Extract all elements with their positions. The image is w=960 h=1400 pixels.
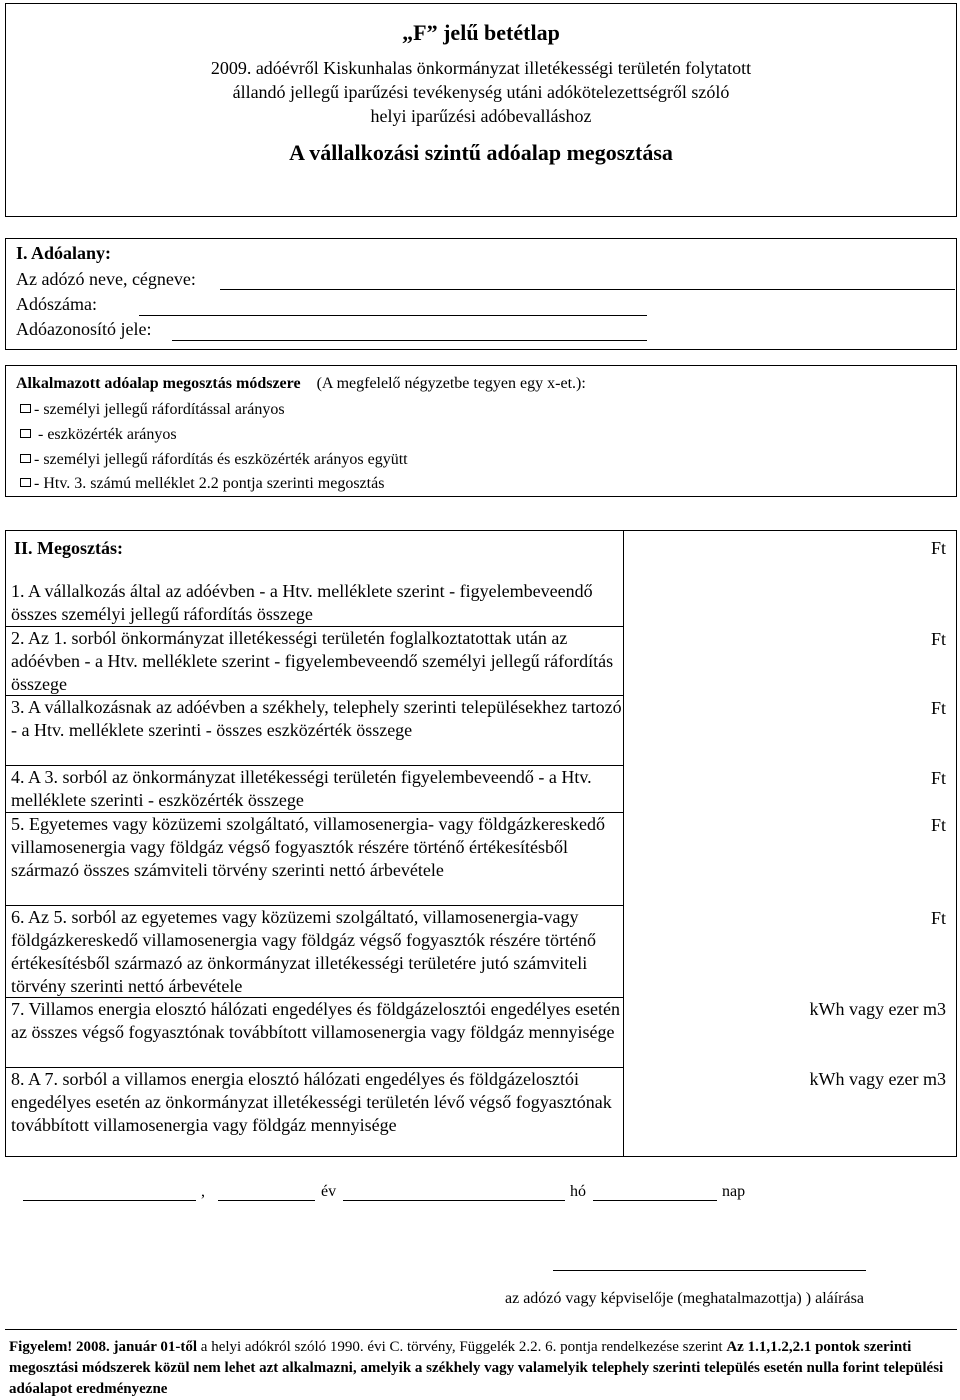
footnote-rule: Az 1.1,1.2,2.1 pontok szerinti megosztási módszerek közül nem lehet azt alkalmazni, amelyik a székhely vagy valamelyik telephely szerinti település esetén nulla forint települési adóalapot eredményezne: [9, 1339, 944, 1397]
method-option-htv[interactable]: [20, 475, 384, 493]
method-option-label: - személyi jellegű ráfordítással arányos: [34, 401, 285, 418]
taxpayer-name-field[interactable]: [220, 289, 955, 290]
header-box: [5, 3, 957, 217]
form-subtitle: A vállalkozási szintű adóalap megosztása: [289, 140, 673, 165]
date-comma: ,: [201, 1183, 205, 1200]
header-line-2: állandó jellegű iparűzési tevékenység utáni adókötelezettségről szóló: [232, 82, 730, 102]
table-row: [6, 997, 623, 1067]
day-label: nap: [722, 1183, 746, 1200]
row-text: 1. A vállalkozás által az adóévben - a Htv. melléklete szerint - figyelembeveendő összes személyi jellegű ráfordítás összege: [11, 581, 593, 624]
row-unit: kWh vagy ezer m3: [809, 1069, 946, 1089]
year-label: év: [321, 1183, 337, 1200]
table-row: [6, 812, 623, 905]
row-text: 5. Egyetemes vagy közüzemi szolgáltató, villamosenergia- vagy földgázkereskedő villamosenergia vagy földgáz végső fogyasztók részére történő értékesítésből származó összes számviteli törvény szerinti nettó árbevétele: [11, 814, 605, 880]
month-label: hó: [570, 1183, 586, 1200]
tax-number-label: Adószáma:: [16, 294, 97, 314]
table-row: [6, 695, 623, 765]
method-option-label: - eszközérték arányos: [34, 426, 177, 443]
footnote-text: a helyi adókról szóló 1990. évi C. törvény, Függelék 2.2. 6. pontja rendelkezése szerint: [197, 1339, 727, 1355]
row-text: 7. Villamos energia elosztó hálózati engedélyes és földgázelosztói engedélyes esetén az összes végső fogyasztónak továbbított villamosenergia vagy földgáz mennyisége: [11, 999, 621, 1042]
table-row: [6, 905, 623, 997]
row-text: 3. A vállalkozásnak az adóévben a székhely, telephely szerinti településekhez tartozó - a Htv. melléklete szerinti - összes eszközérték összege: [11, 697, 622, 740]
allocation-table: [5, 530, 957, 1157]
unit-header: Ft: [930, 538, 946, 558]
footnote: [5, 1329, 957, 1395]
taxpayer-section: [5, 238, 957, 350]
table-row: [6, 580, 623, 625]
method-option-combined[interactable]: [20, 451, 408, 469]
row-unit: Ft: [930, 815, 946, 835]
checkbox-icon[interactable]: [20, 429, 31, 438]
checkbox-icon[interactable]: [20, 478, 31, 487]
taxpayer-name-label: Az adózó neve, cégneve:: [16, 269, 196, 289]
footnote-warning: Figyelem! 2008. január 01-től: [9, 1339, 198, 1355]
method-heading: Alkalmazott adóalap megosztás módszere: [16, 375, 301, 392]
row-unit: Ft: [930, 629, 946, 649]
row-text: 2. Az 1. sorból önkormányzat illetékességi területén foglalkoztatottak után az adóévben - a Htv. melléklete szerint - figyelembeveendő személyi jellegű ráfordítás összege: [11, 628, 614, 694]
checkbox-icon[interactable]: [20, 454, 31, 463]
tax-id-field[interactable]: [172, 340, 647, 341]
day-field[interactable]: [593, 1200, 717, 1201]
tax-id-label: Adóazonosító jele:: [16, 319, 152, 339]
row-unit: kWh vagy ezer m3: [809, 999, 946, 1019]
method-option-assets[interactable]: [20, 426, 177, 444]
row-text: 6. Az 5. sorból az egyetemes vagy közüzemi szolgáltató, villamosenergia-vagy földgázkereskedő villamosenergia vagy földgáz végső fogyasztók részére történő értékesítésből származó az önkormányzat illetékességi területére jutó számviteli törvény szerinti nettó árbevétele: [11, 907, 596, 996]
place-field[interactable]: [23, 1200, 196, 1201]
table-row: [6, 765, 623, 812]
signature-field[interactable]: [553, 1270, 866, 1271]
method-option-personnel[interactable]: [20, 401, 285, 419]
table-row: [6, 626, 623, 694]
signature-caption: az adózó vagy képviselője (meghatalmazottja) ) aláírása: [505, 1290, 864, 1307]
checkbox-icon[interactable]: [20, 404, 31, 413]
row-unit: Ft: [930, 698, 946, 718]
row-text: 8. A 7. sorból a villamos energia elosztó hálózati engedélyes és földgázelosztói engedélyes esetén az önkormányzat illetékességi területén lévő végső fogyasztónak továbbított villamosenergia vagy földgáz mennyisége: [11, 1069, 612, 1135]
tax-number-field[interactable]: [139, 315, 647, 316]
form-title: „F” jelű betétlap: [402, 20, 560, 45]
taxpayer-heading: I. Adóalany:: [16, 243, 112, 263]
method-instruction: (A megfelelő négyzetbe tegyen egy x-et.):: [316, 375, 586, 392]
column-divider: [623, 531, 624, 1156]
allocation-heading: II. Megosztás:: [14, 538, 123, 558]
method-heading-row: [16, 375, 586, 393]
row-unit: Ft: [930, 768, 946, 788]
method-option-label: - személyi jellegű ráfordítás és eszközérték arányos együtt: [34, 451, 408, 468]
method-option-label: - Htv. 3. számú melléklet 2.2 pontja szerinti megosztás: [34, 475, 385, 492]
header-line-1: 2009. adóévről Kiskunhalas önkormányzat illetékességi területén folytatott: [210, 58, 752, 78]
month-field[interactable]: [343, 1200, 565, 1201]
year-field[interactable]: [218, 1200, 315, 1201]
row-unit: Ft: [930, 908, 946, 928]
header-line-3: helyi iparűzési adóbevalláshoz: [370, 106, 592, 126]
table-row: [6, 1067, 623, 1158]
row-text: 4. A 3. sorból az önkormányzat illetékességi területén figyelembeveendő - a Htv. melléklete szerinti - eszközérték összege: [11, 767, 592, 810]
method-box: [5, 365, 957, 497]
